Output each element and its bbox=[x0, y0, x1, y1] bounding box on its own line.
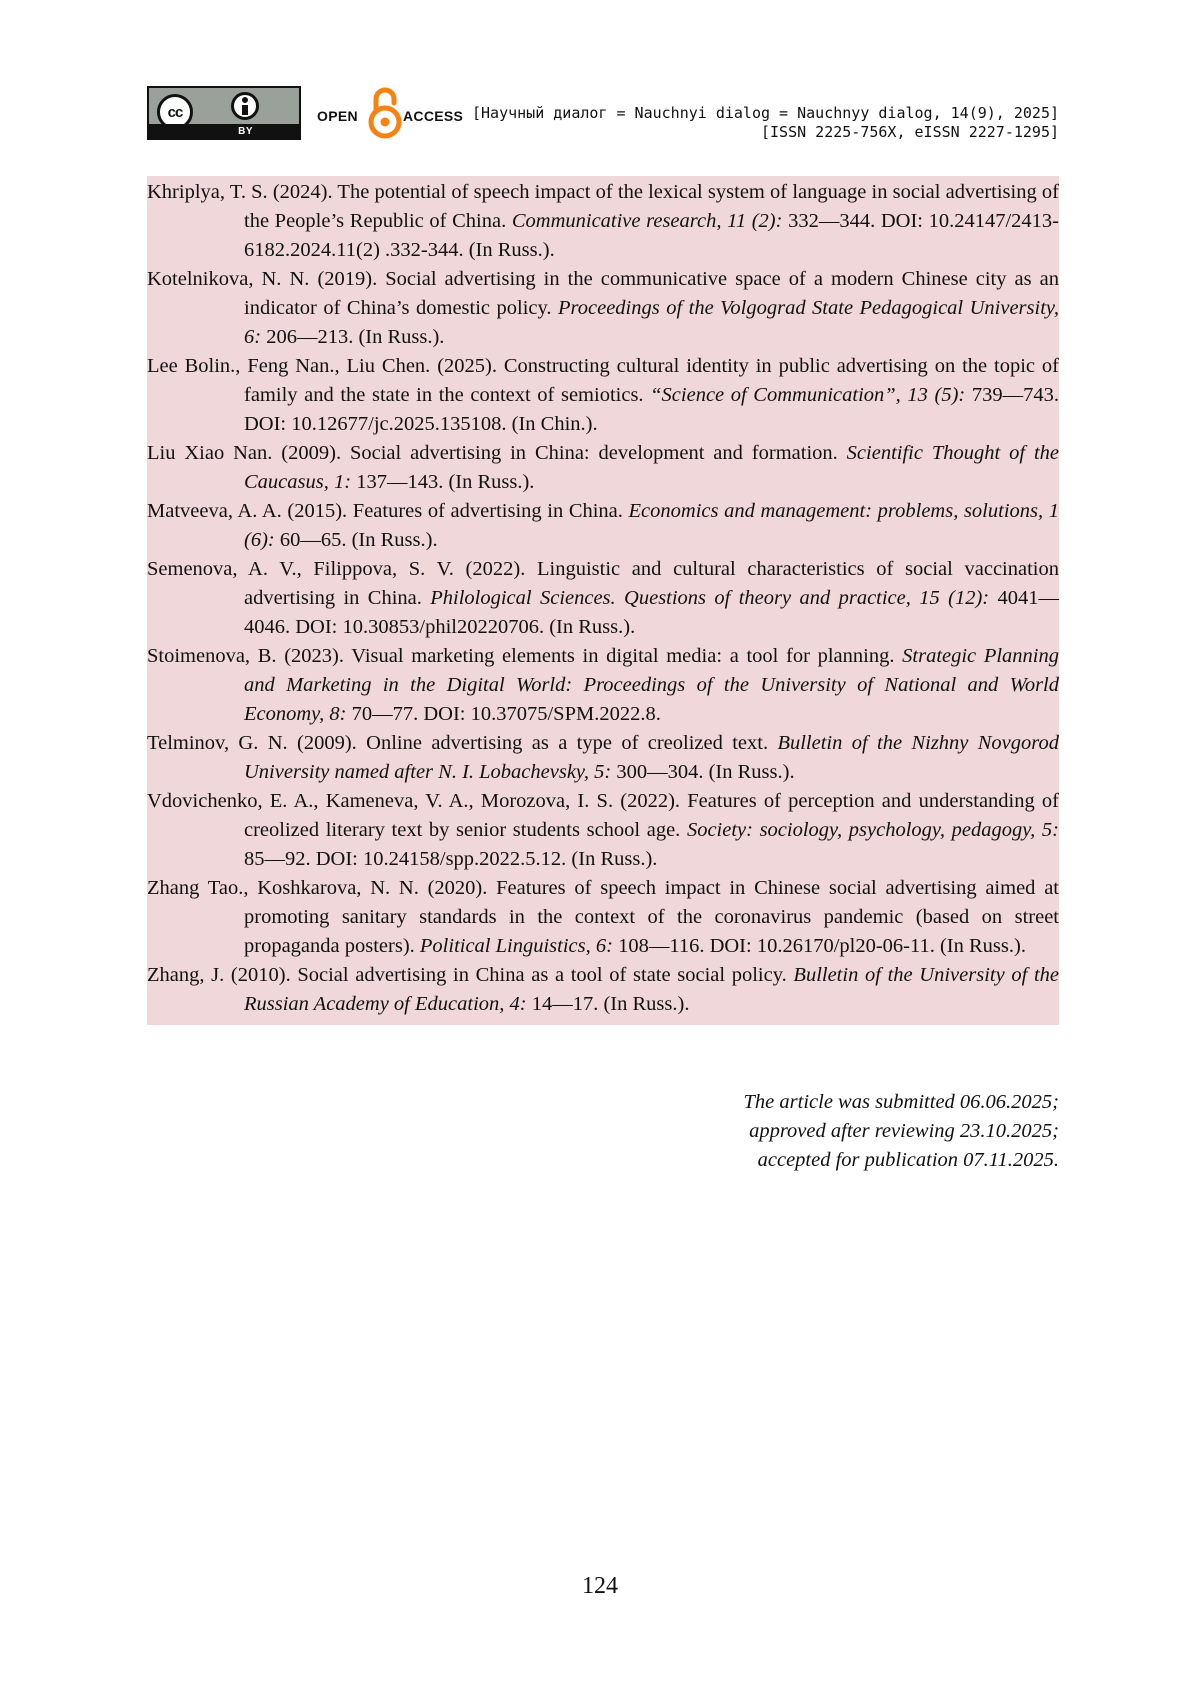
reference-source: Proceedings of the Volgograd State Pedagogical University, 6: bbox=[244, 297, 1059, 348]
reference-item: Semenova, A. V., Filippova, S. V. (2022). Linguistic and cultural characteristics of social vaccination advertising in China. Philological Sciences. Questions of theory and practice, 15 (12): 4041—4046. DOI: 10.30853/phil20220706. (In Russ.). bbox=[147, 558, 1059, 638]
reference-item: Stoimenova, B. (2023). Visual marketing elements in digital media: a tool for planning. Strategic Planning and Marketing in the Digital World: Proceedings of the University of National and World Economy, 8: 70—77. DOI: 10.37075/SPM.2022.8. bbox=[147, 645, 1059, 725]
open-access-lock-icon bbox=[365, 86, 405, 140]
reference-list bbox=[147, 176, 1065, 1025]
submitted-date: The article was submitted 06.06.2025; bbox=[743, 1091, 1059, 1113]
reference-item: Lee Bolin., Feng Nan., Liu Chen. (2025). Constructing cultural identity in public advertising on the topic of family and the state in the context of semiotics. “Science of Communication”, 13 (5): 739—743. DOI: 10.12677/jc.2025.135108. (In Chin.). bbox=[147, 355, 1065, 435]
reference-source: Society: sociology, psychology, pedagogy, 5: bbox=[686, 819, 1059, 841]
page-header bbox=[147, 86, 1059, 144]
reference-item: Liu Xiao Nan. (2009). Social advertising in China: development and formation. Scientific Thought of the Caucasus, 1: 137—143. (In Russ.). bbox=[147, 442, 1059, 493]
reference-source: Bulletin of the Nizhny Novgorod University named after N. I. Lobachevsky, 5: bbox=[244, 732, 1059, 783]
issn-line: [ISSN 2225-756X, eISSN 2227-1295] bbox=[760, 123, 1059, 141]
reference-source: Bulletin of the University of the Russian Academy of Education, 4: bbox=[244, 964, 1059, 1015]
reference-item: Telminov, G. N. (2009). Online advertising as a type of creolized text. Bulletin of the Nizhny Novgorod University named after N. I. Lobachevsky, 5: 300—304. (In Russ.). bbox=[147, 732, 1059, 783]
by-strip bbox=[149, 124, 299, 138]
reference-item: Kotelnikova, N. N. (2019). Social advertising in the communicative space of a modern Chinese city as an indicator of China’s domestic policy. Proceedings of the Volgograd State Pedagogical University, 6: 206—213. (In Russ.). bbox=[147, 268, 1059, 348]
attribution-icon bbox=[231, 92, 259, 120]
article-dates bbox=[744, 1088, 1059, 1175]
access-label: ACCESS bbox=[403, 108, 464, 124]
cc-icon: cc bbox=[157, 94, 193, 130]
reference-item: Vdovichenko, E. A., Kameneva, V. A., Morozova, I. S. (2022). Features of perception and understanding of creolized literary text by senior students school age. Society: sociology, psychology, pedagogy, 5: 85—92. DOI: 10.24158/spp.2022.5.12. (In Russ.). bbox=[147, 790, 1065, 870]
open-access-logo[interactable] bbox=[317, 86, 467, 140]
reference-source: Economics and management: problems, solutions, 1 (6): bbox=[244, 500, 1059, 551]
journal-citation bbox=[472, 104, 1059, 142]
accepted-date: accepted for publication 07.11.2025. bbox=[757, 1149, 1059, 1171]
reference-source: Philological Sciences. Questions of theory and practice, 15 (12): bbox=[430, 587, 990, 609]
citation-line: [Научный диалог = Nauchnyi dialog = Nauchnyy dialog, 14(9), 2025] bbox=[472, 104, 1059, 122]
reference-item: Zhang, J. (2010). Social advertising in China as a tool of state social policy. Bulletin of the University of the Russian Academy of Education, 4: 14—17. (In Russ.). bbox=[147, 964, 1059, 1015]
cc-by-license-badge[interactable] bbox=[147, 86, 301, 140]
reference-source: Strategic Planning and Marketing in the Digital World: Proceedings of the University of National and World Economy, 8: bbox=[244, 645, 1059, 725]
reference-item: Khriplya, T. S. (2024). The potential of speech impact of the lexical system of language in social advertising of the People’s Republic of China. Communicative research, 11 (2): 332—344. DOI: 10.24147/2413-6182.2024.11(2) .332-344. (In Russ.). bbox=[147, 181, 1059, 261]
reference-item: Zhang Tao., Koshkarova, N. N. (2020). Features of speech impact in Chinese social advertising aimed at promoting sanitary standards in the context of the coronavirus pandemic (based on street propaganda posters). Political Linguistics, 6: 108—116. DOI: 10.26170/pl20-06-11. (In Russ.). bbox=[147, 877, 1059, 957]
reference-item: Matveeva, A. A. (2015). Features of advertising in China. Economics and management: problems, solutions, 1 (6): 60—65. (In Russ.). bbox=[147, 500, 1059, 551]
approved-date: approved after reviewing 23.10.2025; bbox=[749, 1120, 1059, 1142]
reference-source: Political Linguistics, 6: bbox=[419, 935, 613, 957]
reference-source: Scientific Thought of the Caucasus, 1: bbox=[244, 442, 1059, 493]
reference-source: “Science of Communication”, 13 (5): bbox=[650, 384, 966, 406]
page-number: 124 bbox=[582, 1573, 618, 1599]
reference-source: Communicative research, 11 (2): bbox=[511, 210, 783, 232]
open-label: OPEN bbox=[317, 108, 358, 124]
by-label: BY bbox=[238, 126, 253, 137]
